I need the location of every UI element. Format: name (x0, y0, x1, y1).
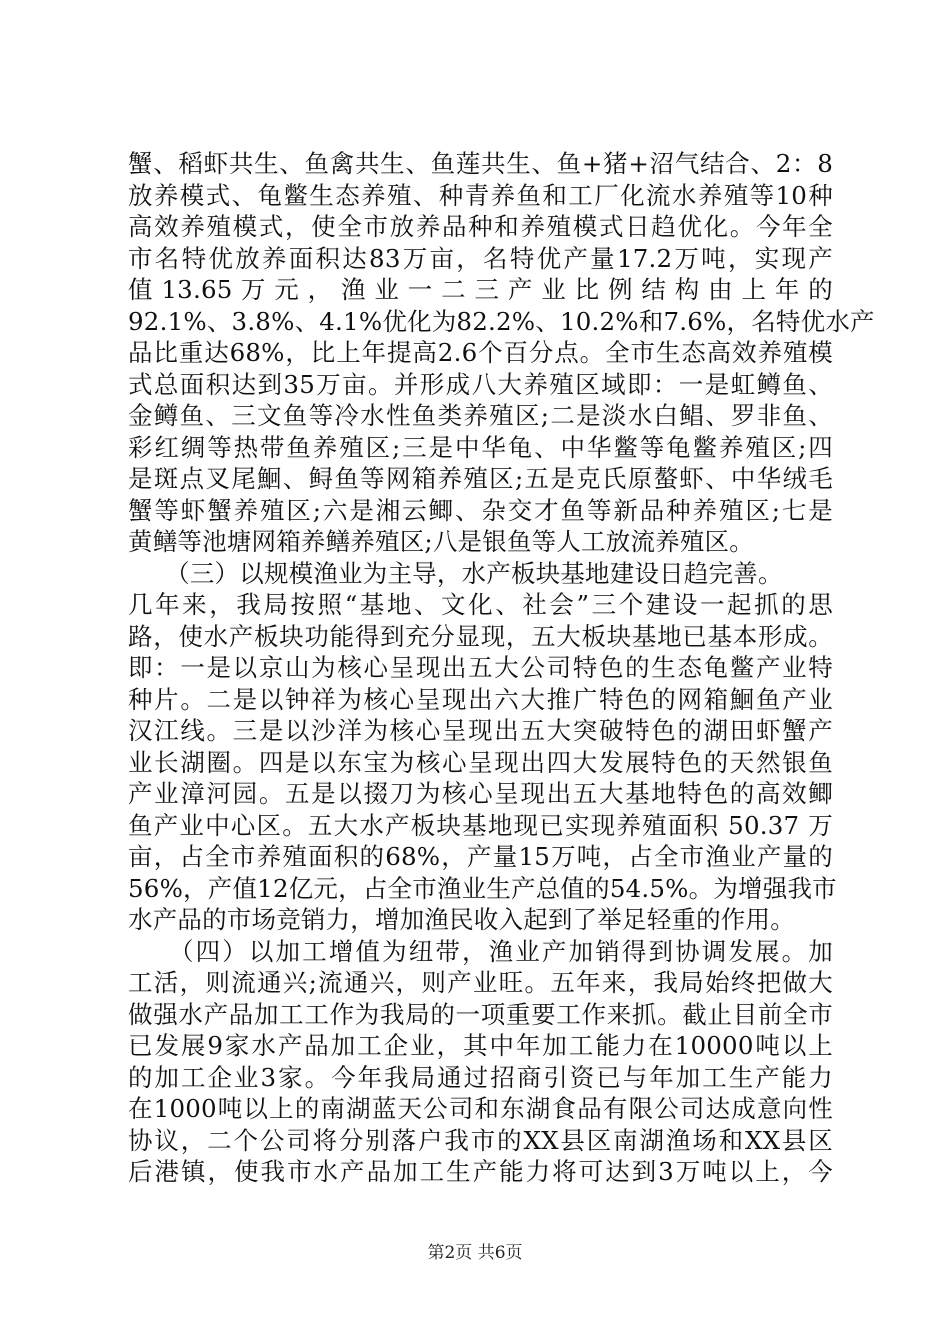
text-line: 种片。二是以钟祥为核心呈现出六大推广特色的网箱鮰鱼产业 (128, 684, 833, 714)
text-line: 品比重达68%，比上年提高2.6个百分点。全市生态高效养殖模 (128, 338, 833, 367)
text-line: 汉江线。三是以沙洋为核心呈现出五大突破特色的湖田虾蟹产 (128, 716, 833, 745)
text-line: 鱼产业中心区。五大水产板块基地现已实现养殖面积 50.37 万 (128, 810, 833, 840)
text-line: 92.1%、3.8%、4.1%优化为82.2%、10.2%和7.6%，名特优水产 (128, 306, 875, 336)
text-line: 水产品的市场竞销力，增加渔民收入起到了举足轻重的作用。 (128, 905, 795, 934)
text-line: 做强水产品加工工作为我局的一项重要工作来抓。截止目前全市 (128, 999, 833, 1029)
text-line: 产业漳河园。五是以掇刀为核心呈现出五大基地特色的高效鲫 (128, 779, 833, 808)
text-line: 值 13.65 万 元 ， 渔 业 一 二 三 产 业 比 例 结 构 由 上 年 的 (128, 275, 833, 304)
text-line: 后港镇，使我市水产品加工生产能力将可达到3万吨以上，今 (128, 1157, 833, 1186)
text-line: 协议，二个公司将分别落户我市的XX县区南湖渔场和XX县区 (128, 1125, 833, 1155)
text-line: 工活，则流通兴;流通兴，则产业旺。五年来，我局始终把做大 (128, 968, 833, 997)
text-line: 亩，占全市养殖面积的68%，产量15万吨，占全市渔业产量的 (128, 842, 833, 871)
paragraph-heading-line: （三）以规模渔业为主导，水产板块基地建设日趋完善。 (128, 558, 783, 588)
text-line: 是斑点叉尾鮰、鲟鱼等网箱养殖区;五是克氏原螯虾、中华绒毛 (128, 464, 833, 493)
page-number-footer: 第2页 共6页 (427, 1243, 523, 1263)
text-line: 金鳟鱼、三文鱼等冷水性鱼类养殖区;二是淡水白鲳、罗非鱼、 (128, 401, 833, 430)
text-line: 几年来，我局按照“基地、文化、社会”三个建设一起抓的思 (128, 590, 833, 619)
text-line: 蟹、稻虾共生、鱼禽共生、鱼莲共生、鱼+猪+沼气结合、2：8 (128, 149, 833, 178)
paragraph-heading-line: （四）以加工增值为纽带，渔业产加销得到协调发展。加 (128, 936, 833, 966)
text-line: 高效养殖模式，使全市放养品种和养殖模式日趋优化。今年全 (128, 212, 833, 241)
text-line: 即：一是以京山为核心呈现出五大公司特色的生态龟鳖产业特 (128, 653, 833, 682)
text-line: 业长湖圈。四是以东宝为核心呈现出四大发展特色的天然银鱼 (128, 747, 833, 777)
text-line: 彩红绸等热带鱼养殖区;三是中华龟、中华鳖等龟鳖养殖区;四 (128, 432, 833, 462)
text-line: 56%，产值12亿元，占全市渔业生产总值的54.5%。为增强我市 (128, 873, 837, 903)
text-line: 黄鳝等池塘网箱养鳝养殖区;八是银鱼等人工放流养殖区。 (128, 527, 754, 556)
document-body (128, 148, 875, 1188)
text-line: 的加工企业3家。今年我局通过招商引资已与年加工生产能力 (128, 1062, 833, 1092)
text-line: 蟹等虾蟹养殖区;六是湘云鲫、杂交才鱼等新品种养殖区;七是 (128, 495, 833, 525)
text-line: 在1000吨以上的南湖蓝天公司和东湖食品有限公司达成意向性 (128, 1094, 833, 1123)
text-line: 市名特优放养面积达83万亩，名特优产量17.2万吨，实现产 (128, 243, 833, 273)
text-line: 路，使水产板块功能得到充分显现，五大板块基地已基本形成。 (128, 621, 833, 651)
text-line: 已发展9家水产品加工企业，其中年加工能力在10000吨以上 (128, 1031, 833, 1060)
text-line: 放养模式、龟鳖生态养殖、种青养鱼和工厂化流水养殖等10种 (128, 180, 833, 210)
text-line: 式总面积达到35万亩。并形成八大养殖区域即：一是虹鳟鱼、 (128, 369, 833, 399)
